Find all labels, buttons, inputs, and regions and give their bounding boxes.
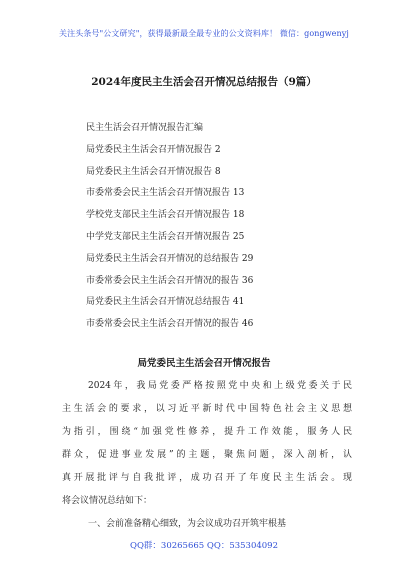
toc-item: 市委常委会民主生活会召开情况的报告 36 xyxy=(86,275,254,286)
paragraph-line: 群众，促进事业发展”的主题，聚焦问题，深入剖析，认 xyxy=(62,450,352,460)
section-title: 局党委民主生活会召开情况报告 xyxy=(137,358,271,369)
toc-item: 民主生活会召开情况报告汇编 xyxy=(86,123,204,133)
paragraph-line: 2024年，我局党委严格按照党中央和上级党委关于民 xyxy=(88,381,352,391)
subheading: 一、会前准备精心细致，为会议成功召开筑牢根基 xyxy=(88,519,287,529)
toc-item: 局党委民主生活会召开情况的总结报告 29 xyxy=(86,253,254,264)
toc-item: 中学党支部民主生活会召开情况报告 25 xyxy=(86,231,245,242)
toc-item: 局党委民主生活会召开情况报告 2 xyxy=(86,144,221,155)
paragraph-line: 将会议情况总结如下： xyxy=(62,496,153,506)
toc-item: 市委常委会民主生活会召开情况的报告 46 xyxy=(86,319,254,330)
paragraph-line: 为指引，围绕“加强党性修养，提升工作效能，服务人民 xyxy=(62,427,352,437)
header-promo-note: 关注头条号"公文研究"，获得最新最全最专业的公文资料库！ 微信：gongwenyj xyxy=(59,29,349,38)
table-of-contents xyxy=(86,118,253,336)
document-title: 2024年度民主生活会召开情况总结报告（9篇） xyxy=(91,76,317,88)
paragraph-line: 主生活会的要求，以习近平新时代中国特色社会主义思想 xyxy=(62,404,352,414)
toc-item: 学校党支部民主生活会召开情况报告 18 xyxy=(86,210,245,221)
footer-contact-note: QQ群：30265665 QQ：535304092 xyxy=(129,541,278,551)
toc-item: 局党委民主生活会召开情况报告 8 xyxy=(86,166,221,177)
toc-item: 市委常委会民主生活会召开情况报告 13 xyxy=(86,188,245,199)
toc-item: 局党委民主生活会召开情况总结报告 41 xyxy=(86,297,245,308)
paragraph-line: 真开展批评与自我批评，成功召开了年度民主生活会。现 xyxy=(62,473,352,483)
